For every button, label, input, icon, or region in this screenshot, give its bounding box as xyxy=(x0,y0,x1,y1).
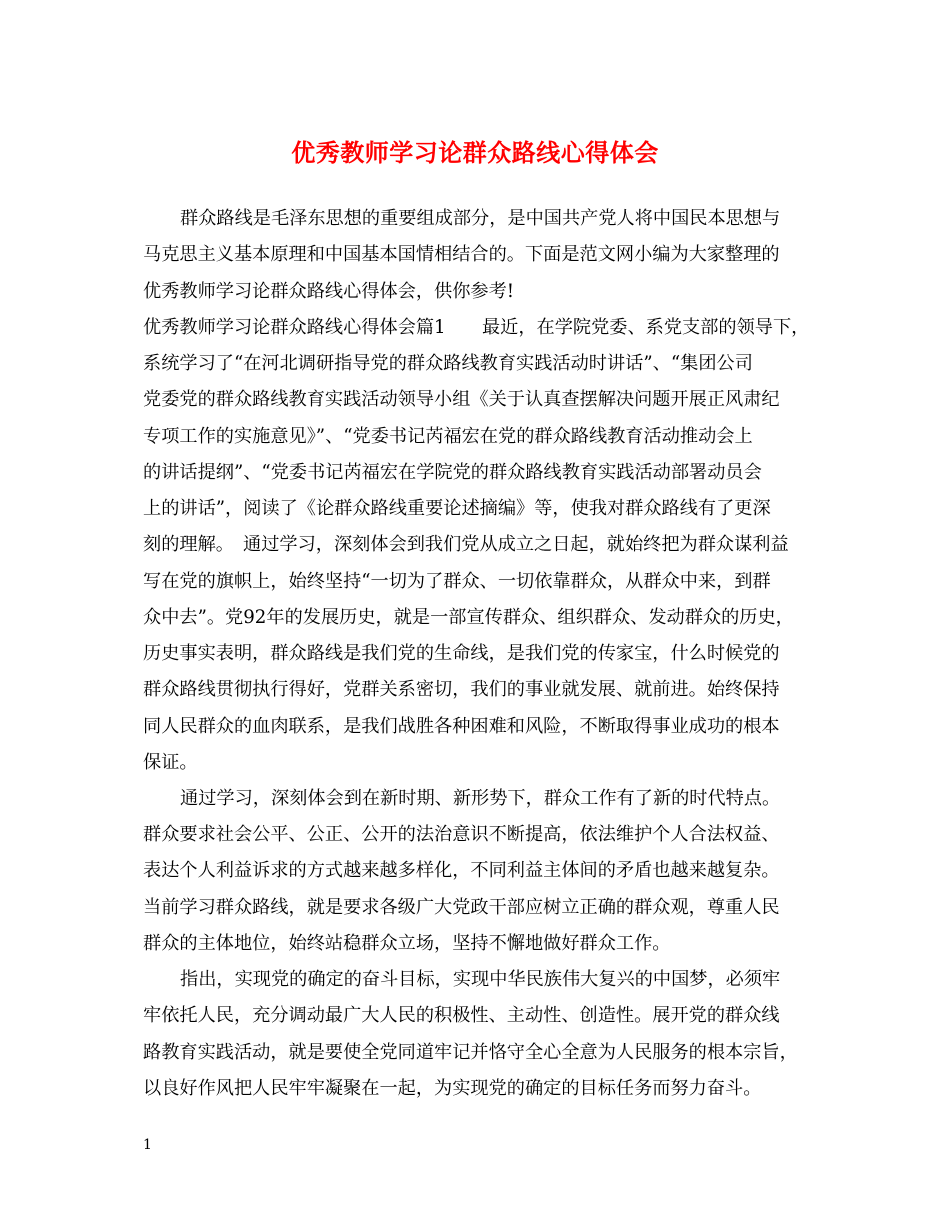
document-title: 优秀教师学习论群众路线心得体会 xyxy=(291,138,659,167)
paragraph-line: 路教育实践活动，就是要使全党同道牢记并恪守全心全意为人民服务的根本宗旨， xyxy=(143,1042,798,1063)
paragraph-line: 群众的主体地位，始终站稳群众立场，坚持不懈地做好群众工作。 xyxy=(143,933,671,954)
paragraph-line: 的讲话提纲”、“党委书记芮福宏在学院党的群众路线教育实践活动部署动员会 xyxy=(143,462,762,483)
paragraph-line: 优秀教师学习论群众路线心得体会篇1 最近，在学院党委、系党支部的领导下， xyxy=(143,317,810,338)
paragraph-line: 刻的理解。 通过学习，深刻体会到我们党从成立之日起，就始终把为群众谋利益 xyxy=(143,534,789,555)
paragraph-line: 历史事实表明，群众路线是我们党的生命线，是我们党的传家宝，什么时候党的 xyxy=(143,643,780,664)
page-number: 1 xyxy=(143,1137,152,1153)
paragraph-line: 通过学习，深刻体会到在新时期、新形势下，群众工作有了新的时代特点。 xyxy=(180,788,781,809)
paragraph-line: 众中去”。党92年的发展历史，就是一部宣传群众、组织群众、发动群众的历史， xyxy=(143,607,794,628)
paragraph-line: 保证。 xyxy=(143,752,198,773)
paragraph-line: 同人民群众的血肉联系，是我们战胜各种困难和风险，不断取得事业成功的根本 xyxy=(143,716,780,737)
paragraph-line: 上的讲话”，阅读了《论群众路线重要论述摘编》等，使我对群众路线有了更深 xyxy=(143,498,771,519)
paragraph-line: 优秀教师学习论群众路线心得体会，供你参考! xyxy=(143,281,515,302)
paragraph-line: 指出，实现党的确定的奋斗目标，实现中华民族伟大复兴的中国梦，必须牢 xyxy=(180,969,781,990)
paragraph-line: 以良好作风把人民牢牢凝聚在一起，为实现党的确定的目标任务而努力奋斗。 xyxy=(143,1078,762,1099)
paragraph-line: 当前学习群众路线，就是要求各级广大党政干部应树立正确的群众观，尊重人民 xyxy=(143,897,780,918)
paragraph-line: 群众路线贯彻执行得好，党群关系密切，我们的事业就发展、就前进。始终保持 xyxy=(143,679,780,700)
paragraph-line: 群众路线是毛泽东思想的重要组成部分，是中国共产党人将中国民本思想与 xyxy=(180,208,781,229)
paragraph-line: 专项工作的实施意见》”、“党委书记芮福宏在党的群众路线教育活动推动会上 xyxy=(143,426,753,447)
paragraph-line: 群众要求社会公平、公正、公开的法治意识不断提高，依法维护个人合法权益、 xyxy=(143,824,780,845)
paragraph-line: 牢依托人民，充分调动最广大人民的积极性、主动性、创造性。展开党的群众线 xyxy=(143,1005,780,1026)
paragraph-line: 党委党的群众路线教育实践活动领导小组《关于认真查摆解决问题开展正风肃纪 xyxy=(143,389,780,410)
paragraph-line: 写在党的旗帜上，始终坚持“一切为了群众、一切依靠群众，从群众中来，到群 xyxy=(143,571,771,592)
paragraph-line: 马克思主义基本原理和中国基本国情相结合的。下面是范文网小编为大家整理的 xyxy=(143,244,780,265)
paragraph-line: 表达个人利益诉求的方式越来越多样化，不同利益主体间的矛盾也越来越复杂。 xyxy=(143,860,780,881)
paragraph-line: 系统学习了“在河北调研指导党的群众路线教育实践活动时讲话”、“集团公司 xyxy=(143,353,753,374)
